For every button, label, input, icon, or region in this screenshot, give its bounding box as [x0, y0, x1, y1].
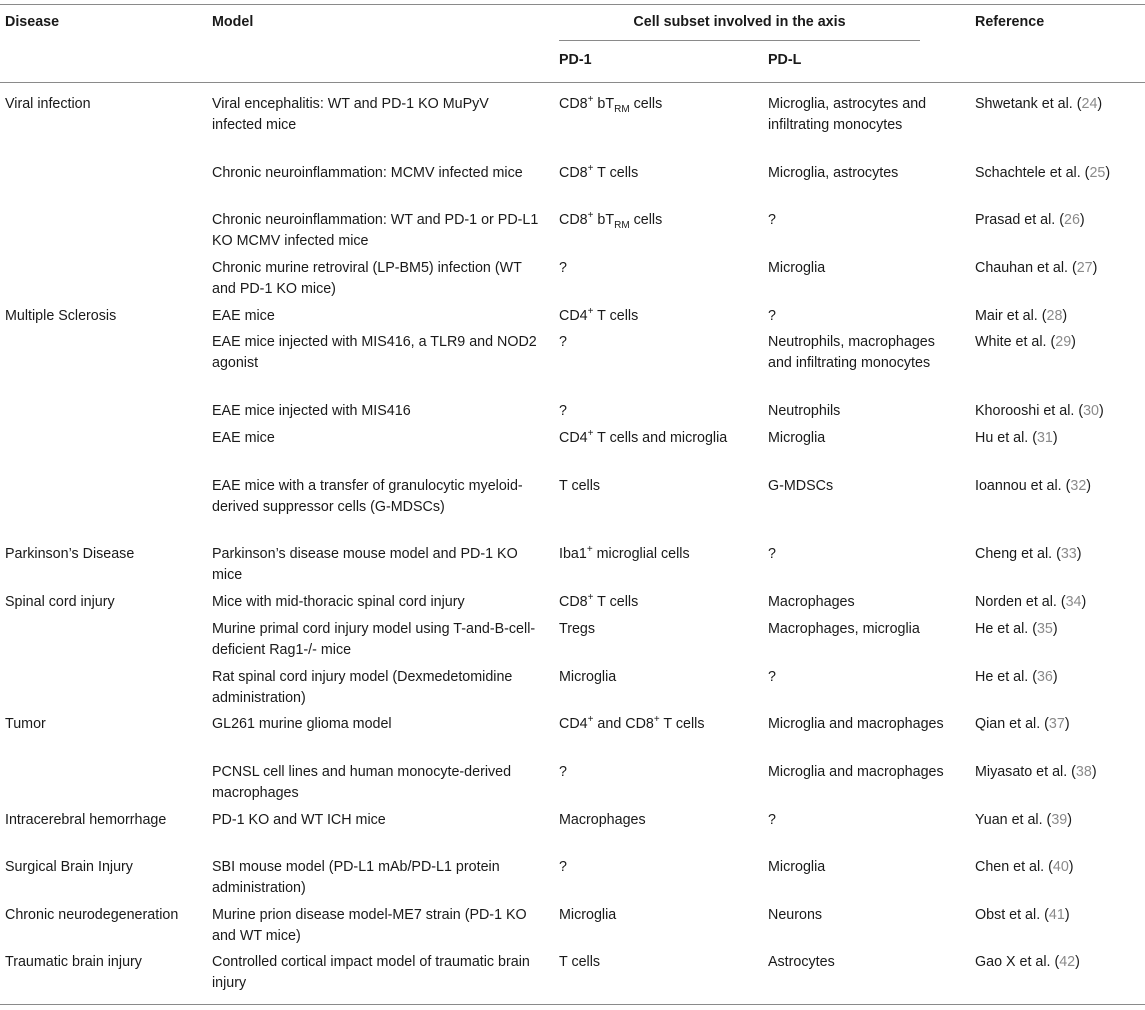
pd1-cell: [559, 210, 744, 231]
pd1-cell: [559, 857, 744, 878]
pd1-cell: [559, 94, 744, 115]
model-cell: Rat spinal cord injury model (Dexmedetomidine administration): [212, 669, 513, 706]
model-cell: Mice with mid-thoracic spinal cord injury: [212, 594, 465, 610]
reference-cell: [975, 163, 1140, 184]
reference-cell: [975, 544, 1140, 565]
pd1-text: ?: [559, 260, 567, 276]
pd1-text: CD8: [559, 212, 588, 228]
pd1-text: Microglia: [559, 669, 617, 685]
reference-number-link[interactable]: 27: [1076, 260, 1093, 276]
pdl-cell: Microglia: [768, 260, 826, 276]
superscript: +: [587, 163, 594, 175]
pd1-text: cells: [629, 212, 663, 228]
pdl-cell: ?: [768, 308, 776, 324]
reference-close: ): [1052, 621, 1058, 637]
pd1-text: CD8: [559, 165, 588, 181]
reference-cell: [975, 810, 1140, 831]
reference-close: ): [1075, 954, 1080, 970]
table-bottom-rule: [0, 1004, 1145, 1005]
pd1-text: T cells: [593, 308, 639, 324]
reference-close: ): [1064, 907, 1070, 923]
pd1-text: ?: [559, 334, 567, 350]
pd1-text: T cells: [559, 954, 601, 970]
reference-author: Khorooshi et al. (: [975, 403, 1084, 419]
disease-cell: Spinal cord injury: [5, 594, 115, 610]
header-pdl: PD-L: [768, 52, 802, 68]
header-reference: Reference: [975, 14, 1045, 30]
reference-close: ): [1091, 764, 1097, 780]
reference-close: ): [1079, 212, 1085, 228]
reference-author: Hu et al. (: [975, 430, 1037, 446]
reference-number-link[interactable]: 42: [1059, 954, 1076, 970]
model-cell: EAE mice: [212, 308, 275, 324]
superscript: +: [587, 714, 594, 726]
pdl-cell: Macrophages: [768, 594, 855, 610]
header-subgroup-rule: [559, 40, 920, 41]
reference-number-link[interactable]: 41: [1048, 907, 1065, 923]
reference-author: Ioannou et al. (: [975, 478, 1071, 494]
pdl-cell: Microglia and macrophages: [768, 716, 944, 732]
reference-author: Chauhan et al. (: [975, 260, 1077, 276]
pd1-cell: [559, 476, 744, 497]
pd1-text: Iba1: [559, 546, 587, 562]
reference-number-link[interactable]: 40: [1052, 859, 1069, 875]
pd1-text: T cells: [559, 478, 601, 494]
reference-close: ): [1105, 165, 1111, 181]
disease-cell: Tumor: [5, 716, 46, 732]
reference-author: Gao X et al. (: [975, 954, 1060, 970]
reference-number-link[interactable]: 33: [1060, 546, 1077, 562]
model-cell: PD-1 KO and WT ICH mice: [212, 812, 386, 828]
pdl-cell: Neurons: [768, 907, 823, 923]
header-pd1: PD-1: [559, 52, 592, 68]
reference-number-link[interactable]: 30: [1083, 403, 1099, 419]
reference-cell: [975, 258, 1140, 279]
reference-close: ): [1064, 716, 1070, 732]
reference-cell: [975, 428, 1140, 449]
reference-cell: [975, 306, 1140, 327]
model-cell: EAE mice injected with MIS416: [212, 403, 411, 419]
reference-cell: [975, 401, 1140, 422]
reference-number-link[interactable]: 35: [1036, 621, 1053, 637]
reference-cell: [975, 210, 1140, 231]
disease-cell: Intracerebral hemorrhage: [5, 812, 167, 828]
pd1-cell: [559, 667, 744, 688]
reference-author: Chen et al. (: [975, 859, 1053, 875]
pdl-cell: Microglia, astrocytes and infiltrating monocytes: [768, 96, 927, 133]
reference-number-link[interactable]: 36: [1036, 669, 1053, 685]
model-cell: EAE mice: [212, 430, 275, 446]
pdl-cell: Astrocytes: [768, 954, 835, 970]
pd1-cell: [559, 810, 744, 831]
reference-number-link[interactable]: 28: [1046, 308, 1063, 324]
reference-cell: [975, 619, 1140, 640]
reference-number-link[interactable]: 39: [1051, 812, 1068, 828]
header-disease: Disease: [5, 14, 60, 30]
reference-author: White et al. (: [975, 334, 1056, 350]
model-cell: Murine prion disease model-ME7 strain (PD-1 KO and WT mice): [212, 907, 527, 944]
pd1-text: ?: [559, 859, 567, 875]
pd1-text: bT: [593, 212, 615, 228]
pd1-text: CD4: [559, 430, 588, 446]
reference-cell: [975, 857, 1140, 878]
reference-author: Qian et al. (: [975, 716, 1049, 732]
model-cell: Controlled cortical impact model of traumatic brain injury: [212, 954, 530, 991]
reference-cell: [975, 714, 1140, 735]
pdl-cell: Neutrophils, macrophages and infiltrating monocytes: [768, 334, 935, 371]
pd1-cell: [559, 619, 744, 640]
pd1-text: Macrophages: [559, 812, 646, 828]
subscript: RM: [614, 219, 630, 231]
header-cell-subset: Cell subset involved in the axis: [633, 14, 846, 30]
reference-close: ): [1092, 260, 1098, 276]
subscript: RM: [614, 103, 630, 115]
pd1-text: CD4: [559, 308, 588, 324]
pd1-text: CD8: [559, 96, 588, 112]
pdl-cell: Microglia, astrocytes: [768, 165, 899, 181]
reference-author: Cheng et al. (: [975, 546, 1061, 562]
reference-author: He et al. (: [975, 669, 1037, 685]
superscript: +: [586, 544, 593, 556]
pd1-cell: [559, 714, 744, 735]
reference-author: Shwetank et al. (: [975, 96, 1082, 112]
reference-author: Yuan et al. (: [975, 812, 1052, 828]
pd1-cell: [559, 401, 744, 422]
disease-cell: Surgical Brain Injury: [5, 859, 133, 875]
pd1-text: T cells: [659, 716, 705, 732]
model-cell: Murine primal cord injury model using T-and-B-cell-deficient Rag1-/- mice: [212, 621, 536, 658]
reference-number-link[interactable]: 38: [1075, 764, 1092, 780]
header-model: Model: [212, 14, 254, 30]
reference-number-link[interactable]: 31: [1036, 430, 1053, 446]
reference-number-link[interactable]: 37: [1048, 716, 1065, 732]
reference-close: ): [1099, 403, 1104, 419]
pd1-text: T cells: [593, 165, 639, 181]
pdl-cell: Microglia and macrophages: [768, 764, 944, 780]
superscript: +: [587, 428, 594, 440]
model-cell: GL261 murine glioma model: [212, 716, 392, 732]
superscript: +: [587, 210, 594, 222]
pd1-cell: [559, 258, 744, 279]
reference-close: ): [1076, 546, 1082, 562]
pdl-cell: Microglia: [768, 430, 826, 446]
model-cell: EAE mice with a transfer of granulocytic myeloid-derived suppressor cells (G-MDSCs): [212, 478, 523, 515]
disease-cell: Viral infection: [5, 96, 91, 112]
superscript: +: [653, 714, 660, 726]
reference-close: ): [1071, 334, 1076, 350]
model-cell: SBI mouse model (PD-L1 mAb/PD-L1 protein administration): [212, 859, 500, 896]
pd1-text: T cells: [593, 594, 639, 610]
pdl-cell: Microglia: [768, 859, 826, 875]
superscript: +: [587, 94, 594, 106]
reference-author: Miyasato et al. (: [975, 764, 1076, 780]
reference-author: He et al. (: [975, 621, 1037, 637]
pd1-text: ?: [559, 403, 567, 419]
pd1-cell: [559, 163, 744, 184]
pdl-cell: G-MDSCs: [768, 478, 834, 494]
disease-cell: Parkinson’s Disease: [5, 546, 135, 562]
pdl-cell: ?: [768, 212, 776, 228]
pd1-cell: [559, 905, 744, 926]
model-cell: PCNSL cell lines and human monocyte-derived macrophages: [212, 764, 512, 801]
reference-author: Norden et al. (: [975, 594, 1066, 610]
header-bottom-rule: [0, 82, 1145, 83]
reference-cell: [975, 592, 1140, 613]
reference-author: Obst et al. (: [975, 907, 1049, 923]
reference-author: Mair et al. (: [975, 308, 1047, 324]
disease-cell: Chronic neurodegeneration: [5, 907, 179, 923]
model-cell: Chronic murine retroviral (LP-BM5) infection (WT and PD-1 KO mice): [212, 260, 522, 297]
reference-close: ): [1097, 96, 1103, 112]
pd1-text: microglial cells: [592, 546, 690, 562]
reference-close: ): [1086, 478, 1092, 494]
pd1-cell: [559, 428, 744, 449]
pd1-text: T cells and microglia: [593, 430, 728, 446]
reference-close: ): [1052, 430, 1058, 446]
reference-cell: [975, 94, 1140, 115]
reference-close: ): [1068, 859, 1074, 875]
reference-number-link[interactable]: 32: [1070, 478, 1087, 494]
reference-number-link[interactable]: 25: [1089, 165, 1106, 181]
reference-cell: [975, 332, 1140, 353]
reference-cell: [975, 952, 1140, 973]
table-top-rule: [0, 4, 1145, 5]
reference-close: ): [1081, 594, 1087, 610]
reference-close: ): [1067, 812, 1072, 828]
pd1-text: CD8: [559, 594, 588, 610]
pdl-cell: ?: [768, 812, 776, 828]
reference-number-link[interactable]: 34: [1065, 594, 1082, 610]
pdl-cell: ?: [768, 546, 776, 562]
pd1-cell: [559, 952, 744, 973]
disease-cell: Multiple Sclerosis: [5, 308, 117, 324]
pd1-text: bT: [593, 96, 615, 112]
reference-cell: [975, 905, 1140, 926]
disease-cell: Traumatic brain injury: [5, 954, 142, 970]
model-cell: EAE mice injected with MIS416, a TLR9 and NOD2 agonist: [212, 334, 537, 371]
pd1-cell: [559, 544, 744, 565]
pd1-cell: [559, 306, 744, 327]
reference-cell: [975, 667, 1140, 688]
pd1-text: ?: [559, 764, 567, 780]
reference-close: ): [1052, 669, 1058, 685]
pd1-text: cells: [629, 96, 663, 112]
pd1-text: Tregs: [559, 621, 596, 637]
pd1-text: CD4: [559, 716, 588, 732]
reference-cell: [975, 476, 1140, 497]
pdl-cell: Macrophages, microglia: [768, 621, 920, 637]
pd1-cell: [559, 332, 744, 353]
reference-number-link[interactable]: 26: [1064, 212, 1080, 228]
pd1-cell: [559, 592, 744, 613]
pd1-cell: [559, 762, 744, 783]
model-cell: Chronic neuroinflammation: MCMV infected mice: [212, 165, 523, 181]
reference-cell: [975, 762, 1140, 783]
superscript: +: [587, 592, 594, 604]
pd1-text: Microglia: [559, 907, 617, 923]
superscript: +: [587, 306, 594, 318]
reference-author: Schachtele et al. (: [975, 165, 1090, 181]
reference-author: Prasad et al. (: [975, 212, 1064, 228]
model-cell: Chronic neuroinflammation: WT and PD-1 or PD-L1 KO MCMV infected mice: [212, 212, 539, 249]
model-cell: Viral encephalitis: WT and PD-1 KO MuPyV infected mice: [212, 96, 489, 133]
reference-number-link[interactable]: 29: [1055, 334, 1072, 350]
reference-number-link[interactable]: 24: [1081, 96, 1098, 112]
pdl-cell: Neutrophils: [768, 403, 841, 419]
pd1-text: and CD8: [593, 716, 654, 732]
model-cell: Parkinson’s disease mouse model and PD-1 KO mice: [212, 546, 518, 583]
pdl-cell: ?: [768, 669, 776, 685]
reference-close: ): [1062, 308, 1068, 324]
